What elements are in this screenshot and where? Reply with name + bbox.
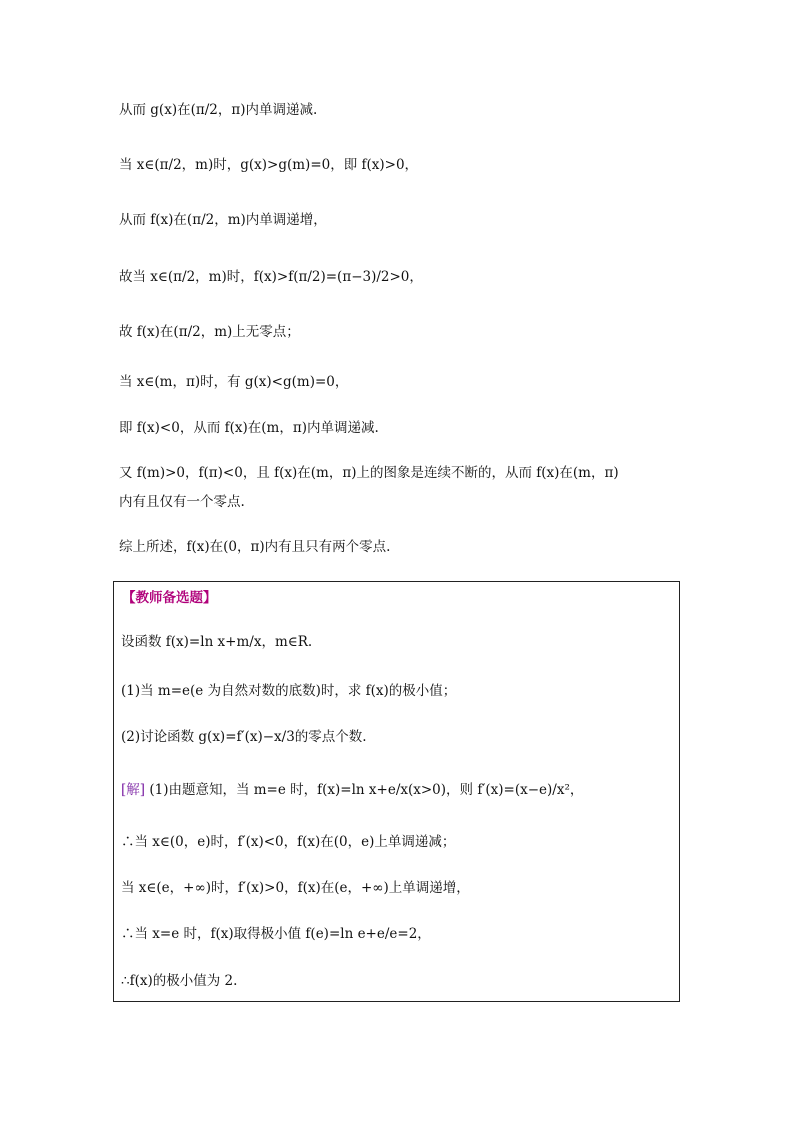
proof-line-7: 即 f(x)<0，从而 f(x)在(m，π)内单调递减. [119,420,379,436]
solution-tag: [解] [121,782,146,798]
proof-line-3: 从而 f(x)在(π/2，m)内单调递增， [119,212,327,228]
problem-statement: 设函数 f(x)=ln x+m/x，m∈R. [121,634,313,650]
box-title: 【教师备选题】 [122,590,217,606]
proof-line-5: 故 f(x)在(π/2，m)上无零点； [119,324,300,340]
problem-part-1: (1)当 m=e(e 为自然对数的底数)时，求 f(x)的极小值； [121,683,457,699]
teacher-problem-box [113,581,680,1002]
proof-line-2: 当 x∈(π/2，m)时，g(x)>g(m)=0，即 f(x)>0， [119,157,419,173]
proof-line-4: 故当 x∈(π/2，m)时，f(x)>f(π/2)=(π−3)/2>0， [119,269,423,285]
proof-line-10: 综上所述，f(x)在(0，π)内有且只有两个零点. [119,539,391,555]
proof-line-1: 从而 g(x)在(π/2，π)内单调递减. [119,102,318,118]
solution-line-3: 当 x∈(e，+∞)时，f′(x)>0，f(x)在(e，+∞)上单调递增， [121,880,470,896]
proof-line-6: 当 x∈(m，π)时，有 g(x)<g(m)=0， [119,374,349,390]
solution-line-2: ∴当 x∈(0，e)时，f′(x)<0，f(x)在(0，e)上单调递减； [121,834,456,850]
solution-line-4: ∴当 x=e 时，f(x)取得极小值 f(e)=ln e+e/e=2， [121,926,431,942]
proof-line-9: 内有且仅有一个零点. [119,494,245,510]
proof-line-8: 又 f(m)>0，f(π)<0，且 f(x)在(m，π)上的图象是连续不断的，从而 f(x)在(m，π) [119,465,619,481]
solution-line-5: ∴f(x)的极小值为 2. [121,973,238,989]
solution-line-1 [121,780,583,800]
problem-part-2: (2)讨论函数 g(x)=f′(x)−x/3的零点个数. [121,729,367,745]
solution-text-1: (1)由题意知，当 m=e 时，f(x)=ln x+e/x(x>0)，则 f′(x)=(x−e)/x²， [149,782,584,798]
